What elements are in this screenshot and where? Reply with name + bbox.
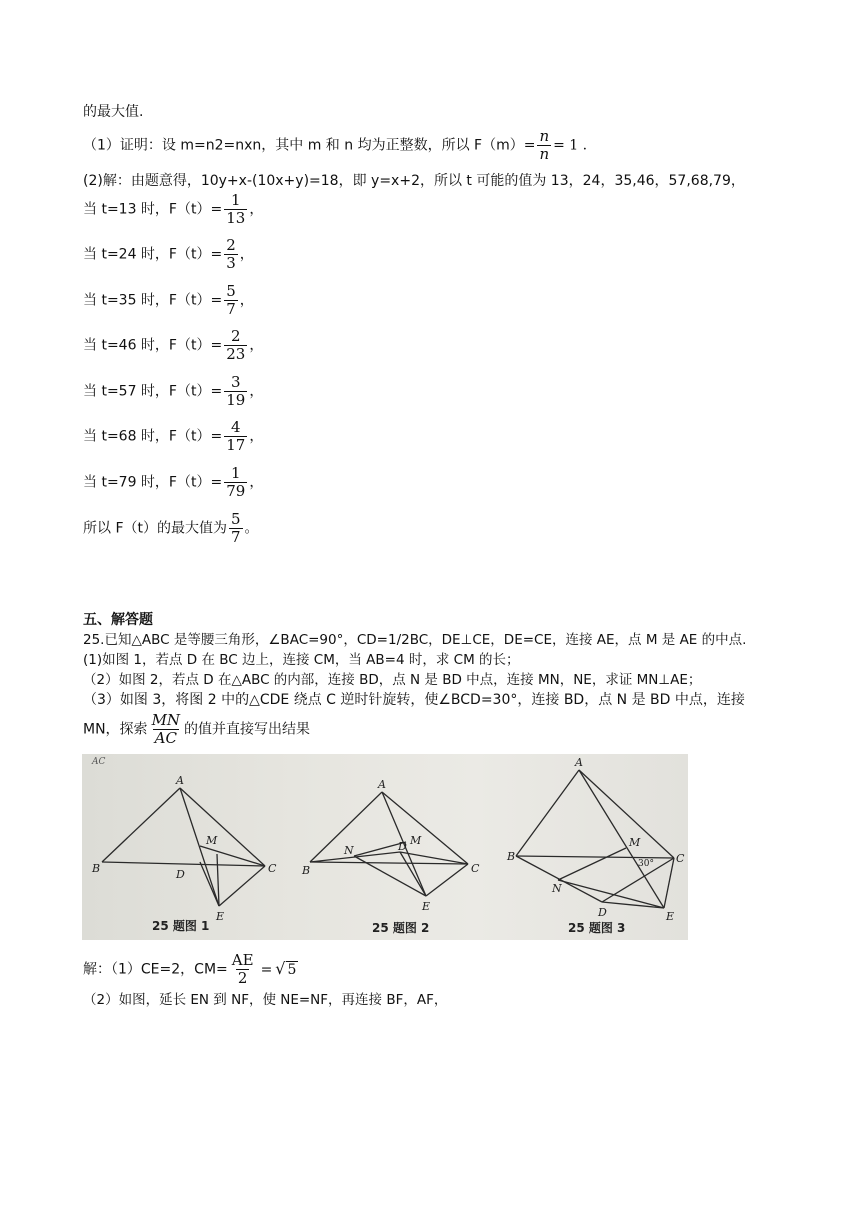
- solution-1: 解：（1）CE=2，CM= $\frac{AE}{2}$ = √ 5: [83, 951, 297, 987]
- question-25-part-3-cont: MN，探索 $\frac{MN}{AC}$ 的值并直接写出结果: [83, 711, 311, 747]
- case-row: 当 t=57 时，F（t）= $\frac{3}{19}$ ，: [83, 373, 264, 409]
- case-fraction: $\frac{5}{7}$: [226, 282, 236, 318]
- svg-text:D: D: [176, 868, 185, 881]
- case-fraction: $\frac{2}{23}$: [226, 327, 246, 363]
- geometry-figures-photo: [82, 754, 688, 940]
- svg-text:B: B: [507, 850, 516, 863]
- proof-1-result: = 1 .: [553, 137, 588, 154]
- svg-text:D: D: [598, 906, 607, 919]
- case-row: 当 t=46 时，F（t）= $\frac{2}{23}$ ，: [83, 327, 264, 363]
- svg-text:30°: 30°: [638, 859, 654, 869]
- svg-text:B: B: [92, 862, 101, 875]
- mn-over-ac-fraction: $\frac{MN}{AC}$: [151, 711, 181, 747]
- svg-text:C: C: [268, 862, 277, 875]
- svg-text:A: A: [378, 778, 386, 791]
- svg-text:N: N: [344, 844, 354, 857]
- svg-text:E: E: [216, 910, 225, 923]
- case-row: 当 t=79 时，F（t）= $\frac{1}{79}$ ，: [83, 464, 264, 500]
- max-value-fraction: $\frac{5}{7}$: [231, 510, 241, 546]
- svg-text:B: B: [302, 864, 311, 877]
- svg-text:M: M: [629, 836, 641, 849]
- question-25-part-3: （3）如图 3，将图 2 中的△CDE 绕点 C 逆时针旋转，使∠BCD=30°，连接 BD，点 N 是 BD 中点，连接: [83, 692, 745, 708]
- case-fraction: $\frac{4}{17}$: [226, 418, 246, 454]
- question-25: 25.已知△ABC 是等腰三角形，∠BAC=90°，CD=1/2BC，DE⊥CE，DE=CE，连接 AE，点 M 是 AE 的中点.: [83, 632, 747, 648]
- question-25-part-2: （2）如图 2，若点 D 在△ABC 的内部，连接 BD，点 N 是 BD 中点，连接 MN，NE，求证 MN⊥AE；: [83, 672, 702, 688]
- solution-line-2: (2)解：由题意得，10y+x-(10x+y)=18，即 y=x+2，所以 t 可能的值为 13，24，35,46，57,68,79，: [83, 173, 745, 189]
- proof-1-text: （1）证明：设 m=n2=nxn，其中 m 和 n 均为正整数，所以 F（m）=: [83, 137, 536, 154]
- case-row: 当 t=68 时，F（t）= $\frac{4}{17}$ ，: [83, 418, 264, 454]
- svg-text:25 题图 2: 25 题图 2: [372, 921, 430, 935]
- solution-2: （2）如图，延长 EN 到 NF，使 NE=NF，再连接 BF，AF，: [83, 992, 448, 1008]
- case-fraction: $\frac{2}{3}$: [226, 236, 236, 272]
- svg-text:N: N: [552, 882, 562, 895]
- svg-text:25 题图 1: 25 题图 1: [152, 919, 210, 933]
- svg-text:A: A: [176, 774, 184, 787]
- figure-3-diagram: [516, 770, 674, 908]
- question-25-part-1: (1)如图 1，若点 D 在 BC 边上，连接 CM，当 AB=4 时，求 CM 的长；: [83, 652, 520, 668]
- svg-text:A: A: [575, 756, 583, 769]
- fraction-n-over-n: $\frac{n}{n}$: [539, 127, 550, 163]
- figure-2-diagram: [310, 792, 468, 896]
- case-row: 当 t=24 时，F（t）= $\frac{2}{3}$ ，: [83, 236, 254, 272]
- case-fraction: $\frac{3}{19}$: [226, 373, 246, 409]
- svg-text:E: E: [422, 900, 431, 913]
- sqrt-5: √ 5: [275, 959, 297, 978]
- section-heading: 五、解答题: [83, 612, 153, 628]
- case-fraction: $\frac{1}{13}$: [226, 191, 246, 227]
- svg-text:C: C: [676, 852, 685, 865]
- case-fraction: $\frac{1}{79}$: [226, 464, 246, 500]
- line-max-value: 的最大值.: [83, 104, 144, 120]
- figure-1-diagram: [102, 788, 265, 906]
- svg-text:25 题图 3: 25 题图 3: [568, 921, 626, 935]
- proof-line-1: [83, 128, 587, 163]
- svg-text:M: M: [410, 834, 422, 847]
- svg-text:C: C: [471, 862, 480, 875]
- svg-text:AC: AC: [92, 757, 106, 767]
- ae-over-2-fraction: $\frac{AE}{2}$: [231, 951, 254, 987]
- svg-text:E: E: [666, 910, 675, 923]
- case-row: 当 t=13 时，F（t）= $\frac{1}{13}$ ，: [83, 191, 264, 227]
- svg-text:M: M: [206, 834, 218, 847]
- svg-text:D: D: [398, 840, 407, 853]
- conclusion-line: 所以 F（t）的最大值为 $\frac{5}{7}$ 。: [83, 510, 259, 546]
- case-row: 当 t=35 时，F（t）= $\frac{5}{7}$ ，: [83, 282, 254, 318]
